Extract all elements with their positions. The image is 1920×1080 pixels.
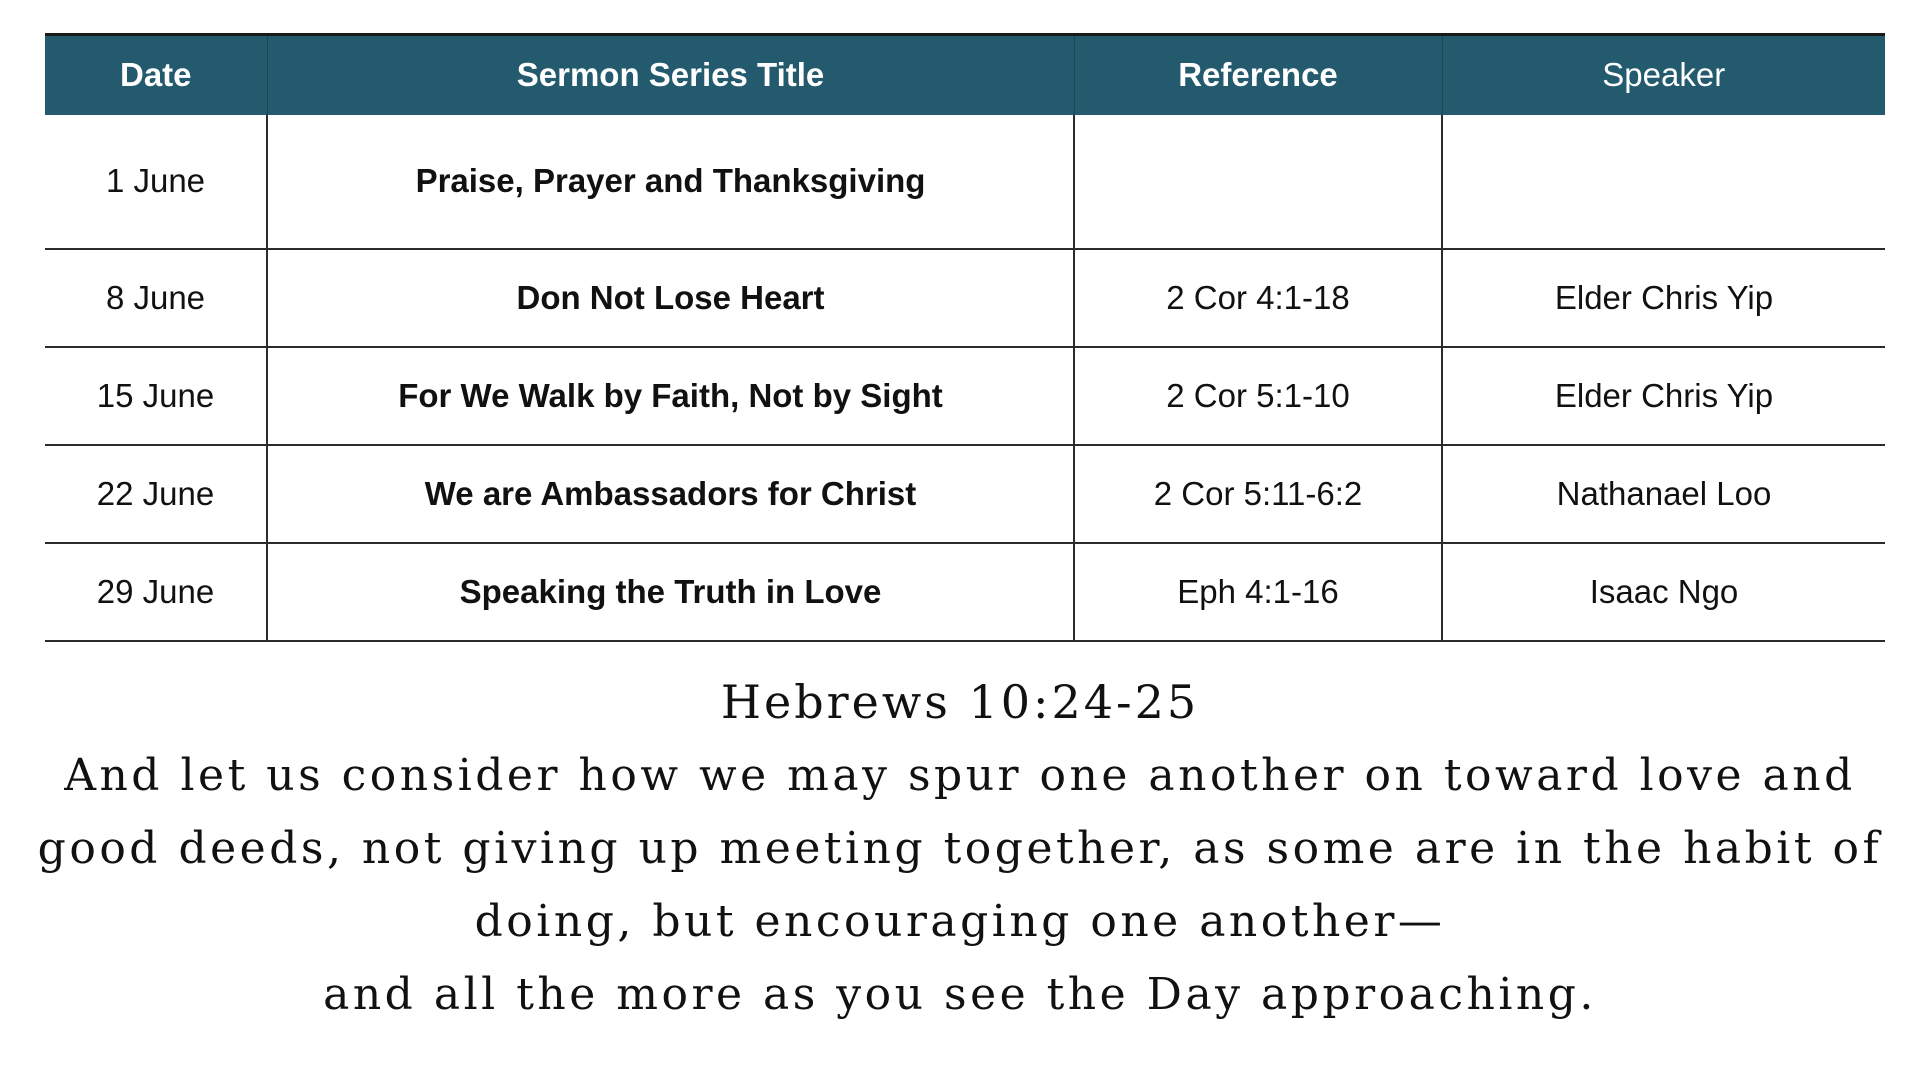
date-cell: 29 June — [45, 543, 267, 641]
table-row — [45, 249, 1885, 347]
table-row — [45, 115, 1885, 249]
date-cell: 22 June — [45, 445, 267, 543]
date-cell: 1 June — [45, 115, 267, 249]
table-row — [45, 543, 1885, 641]
date-cell: 8 June — [45, 249, 267, 347]
reference-cell: 2 Cor 5:11-6:2 — [1074, 445, 1442, 543]
reference-column-header: Reference — [1074, 35, 1442, 115]
table-row — [45, 445, 1885, 543]
reference-cell: 2 Cor 5:1-10 — [1074, 347, 1442, 445]
reference-cell — [1074, 115, 1442, 249]
verse-line: doing, but encouraging one another— — [474, 896, 1446, 947]
date-column-header: Date — [45, 35, 267, 115]
sermon-title-cell: Speaking the Truth in Love — [267, 543, 1074, 641]
verse-line: And let us consider how we may spur one another on toward love and — [64, 750, 1856, 801]
sermon-title-cell: For We Walk by Faith, Not by Sight — [267, 347, 1074, 445]
sermon-title-cell: Don Not Lose Heart — [267, 249, 1074, 347]
speaker-cell: Elder Chris Yip — [1442, 249, 1885, 347]
speaker-cell: Isaac Ngo — [1442, 543, 1885, 641]
speaker-cell: Elder Chris Yip — [1442, 347, 1885, 445]
table-header-row — [45, 35, 1885, 115]
sermon-title-cell: Praise, Prayer and Thanksgiving — [267, 115, 1074, 249]
verse-line: good deeds, not giving up meeting together, as some are in the habit of — [37, 823, 1883, 874]
verse-reference: Hebrews 10:24-25 — [720, 675, 1200, 729]
verse-line: and all the more as you see the Day approaching. — [323, 969, 1597, 1020]
title-column-header: Sermon Series Title — [267, 35, 1074, 115]
speaker-cell — [1442, 115, 1885, 249]
table-row — [45, 347, 1885, 445]
speaker-column-header: Speaker — [1442, 35, 1885, 115]
sermon-schedule-table — [45, 33, 1885, 642]
scripture-verse — [0, 666, 1920, 1031]
reference-cell: 2 Cor 4:1-18 — [1074, 249, 1442, 347]
sermon-title-cell: We are Ambassadors for Christ — [267, 445, 1074, 543]
reference-cell: Eph 4:1-16 — [1074, 543, 1442, 641]
date-cell: 15 June — [45, 347, 267, 445]
speaker-cell: Nathanael Loo — [1442, 445, 1885, 543]
